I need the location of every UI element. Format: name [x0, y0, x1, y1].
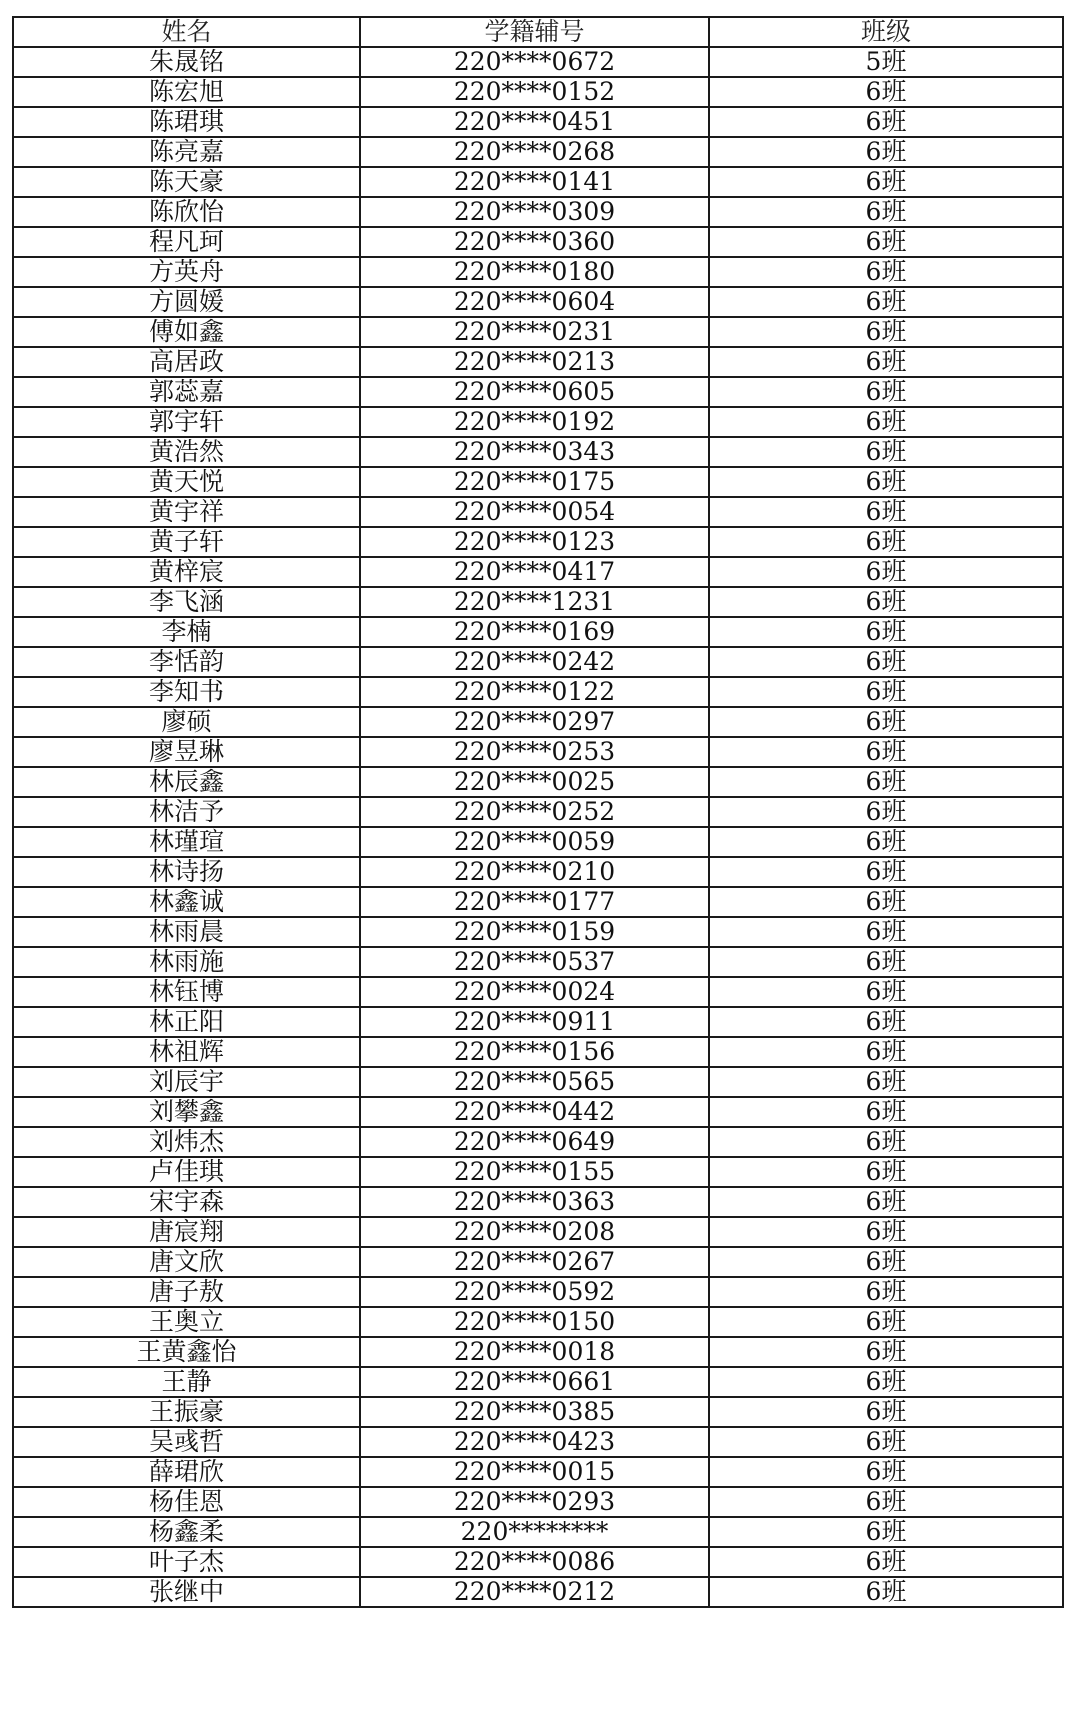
- cell-class: 6班: [709, 77, 1063, 107]
- cell-class: 6班: [709, 1067, 1063, 1097]
- table-row: [13, 497, 1063, 527]
- cell-name: 张继中: [13, 1577, 360, 1607]
- cell-class: 6班: [709, 1367, 1063, 1397]
- cell-class: 6班: [709, 497, 1063, 527]
- cell-student-id: 220****0417: [360, 557, 709, 587]
- cell-student-id: 220****0210: [360, 857, 709, 887]
- cell-name: 廖昱琳: [13, 737, 360, 767]
- table-row: [13, 407, 1063, 437]
- cell-name: 王黄鑫怡: [13, 1337, 360, 1367]
- table-row: [13, 527, 1063, 557]
- table-row: [13, 1007, 1063, 1037]
- cell-student-id: 220********: [360, 1517, 709, 1547]
- student-roster-sheet: [12, 16, 1062, 1608]
- cell-name: 陈珺琪: [13, 107, 360, 137]
- cell-student-id: 220****0423: [360, 1427, 709, 1457]
- cell-student-id: 220****0180: [360, 257, 709, 287]
- cell-name: 王振豪: [13, 1397, 360, 1427]
- cell-class: 6班: [709, 1127, 1063, 1157]
- table-row: [13, 1517, 1063, 1547]
- cell-name: 高居政: [13, 347, 360, 377]
- cell-student-id: 220****0059: [360, 827, 709, 857]
- cell-student-id: 220****0451: [360, 107, 709, 137]
- cell-student-id: 220****0150: [360, 1307, 709, 1337]
- column-header-class: 班级: [709, 17, 1063, 47]
- cell-student-id: 220****0309: [360, 197, 709, 227]
- cell-name: 刘炜杰: [13, 1127, 360, 1157]
- table-row: [13, 737, 1063, 767]
- cell-class: 6班: [709, 1307, 1063, 1337]
- cell-name: 杨佳恩: [13, 1487, 360, 1517]
- cell-class: 6班: [709, 1517, 1063, 1547]
- table-row: [13, 647, 1063, 677]
- table-row: [13, 1097, 1063, 1127]
- cell-class: 6班: [709, 827, 1063, 857]
- cell-name: 林钰博: [13, 977, 360, 1007]
- cell-class: 6班: [709, 857, 1063, 887]
- cell-class: 6班: [709, 1007, 1063, 1037]
- cell-class: 6班: [709, 347, 1063, 377]
- cell-name: 林洁予: [13, 797, 360, 827]
- table-row: [13, 1487, 1063, 1517]
- cell-name: 李恬韵: [13, 647, 360, 677]
- cell-name: 黄梓宸: [13, 557, 360, 587]
- cell-student-id: 220****0141: [360, 167, 709, 197]
- cell-student-id: 220****0177: [360, 887, 709, 917]
- table-row: [13, 1067, 1063, 1097]
- column-header-student-id: 学籍辅号: [360, 17, 709, 47]
- table-row: [13, 617, 1063, 647]
- cell-student-id: 220****0661: [360, 1367, 709, 1397]
- table-row: [13, 47, 1063, 77]
- table-row: [13, 1217, 1063, 1247]
- cell-name: 李飞涵: [13, 587, 360, 617]
- table-row: [13, 377, 1063, 407]
- cell-student-id: 220****0604: [360, 287, 709, 317]
- cell-class: 6班: [709, 617, 1063, 647]
- cell-name: 王奥立: [13, 1307, 360, 1337]
- cell-class: 6班: [709, 647, 1063, 677]
- cell-name: 林鑫诚: [13, 887, 360, 917]
- table-row: [13, 317, 1063, 347]
- header-row: [13, 17, 1063, 47]
- cell-name: 陈亮嘉: [13, 137, 360, 167]
- cell-student-id: 220****0442: [360, 1097, 709, 1127]
- table-row: [13, 797, 1063, 827]
- cell-class: 6班: [709, 1187, 1063, 1217]
- cell-name: 林诗扬: [13, 857, 360, 887]
- cell-class: 6班: [709, 377, 1063, 407]
- cell-class: 6班: [709, 407, 1063, 437]
- table-row: [13, 197, 1063, 227]
- cell-name: 李楠: [13, 617, 360, 647]
- cell-name: 吴彧哲: [13, 1427, 360, 1457]
- cell-class: 6班: [709, 107, 1063, 137]
- cell-name: 林正阳: [13, 1007, 360, 1037]
- table-row: [13, 1127, 1063, 1157]
- table-row: [13, 1037, 1063, 1067]
- cell-name: 黄宇祥: [13, 497, 360, 527]
- cell-name: 林雨施: [13, 947, 360, 977]
- cell-class: 6班: [709, 137, 1063, 167]
- cell-class: 6班: [709, 1457, 1063, 1487]
- cell-name: 陈宏旭: [13, 77, 360, 107]
- cell-name: 林辰鑫: [13, 767, 360, 797]
- cell-student-id: 220****1231: [360, 587, 709, 617]
- table-row: [13, 137, 1063, 167]
- cell-student-id: 220****0231: [360, 317, 709, 347]
- cell-name: 王静: [13, 1367, 360, 1397]
- cell-name: 林瑾瑄: [13, 827, 360, 857]
- cell-student-id: 220****0385: [360, 1397, 709, 1427]
- table-row: [13, 677, 1063, 707]
- column-header-name: 姓名: [13, 17, 360, 47]
- cell-name: 杨鑫柔: [13, 1517, 360, 1547]
- cell-class: 6班: [709, 1487, 1063, 1517]
- cell-name: 刘辰宇: [13, 1067, 360, 1097]
- cell-name: 林祖辉: [13, 1037, 360, 1067]
- cell-name: 廖硕: [13, 707, 360, 737]
- cell-class: 6班: [709, 767, 1063, 797]
- cell-name: 薛珺欣: [13, 1457, 360, 1487]
- cell-class: 6班: [709, 797, 1063, 827]
- cell-student-id: 220****0212: [360, 1577, 709, 1607]
- cell-student-id: 220****0267: [360, 1247, 709, 1277]
- cell-name: 唐子敖: [13, 1277, 360, 1307]
- cell-student-id: 220****0252: [360, 797, 709, 827]
- cell-student-id: 220****0123: [360, 527, 709, 557]
- cell-student-id: 220****0537: [360, 947, 709, 977]
- table-row: [13, 167, 1063, 197]
- cell-class: 6班: [709, 467, 1063, 497]
- cell-name: 郭蕊嘉: [13, 377, 360, 407]
- cell-name: 黄浩然: [13, 437, 360, 467]
- cell-student-id: 220****0086: [360, 1547, 709, 1577]
- table-row: [13, 347, 1063, 377]
- table-row: [13, 587, 1063, 617]
- cell-student-id: 220****0159: [360, 917, 709, 947]
- cell-class: 6班: [709, 1277, 1063, 1307]
- table-row: [13, 857, 1063, 887]
- cell-class: 5班: [709, 47, 1063, 77]
- cell-class: 6班: [709, 437, 1063, 467]
- cell-class: 6班: [709, 737, 1063, 767]
- cell-student-id: 220****0293: [360, 1487, 709, 1517]
- cell-name: 郭宇轩: [13, 407, 360, 437]
- cell-class: 6班: [709, 887, 1063, 917]
- cell-class: 6班: [709, 707, 1063, 737]
- table-row: [13, 707, 1063, 737]
- cell-student-id: 220****0169: [360, 617, 709, 647]
- cell-class: 6班: [709, 227, 1063, 257]
- cell-student-id: 220****0911: [360, 1007, 709, 1037]
- cell-student-id: 220****0024: [360, 977, 709, 1007]
- cell-student-id: 220****0122: [360, 677, 709, 707]
- cell-student-id: 220****0363: [360, 1187, 709, 1217]
- table-row: [13, 1277, 1063, 1307]
- cell-student-id: 220****0208: [360, 1217, 709, 1247]
- cell-name: 方英舟: [13, 257, 360, 287]
- table-row: [13, 1427, 1063, 1457]
- table-row: [13, 1337, 1063, 1367]
- cell-student-id: 220****0015: [360, 1457, 709, 1487]
- table-row: [13, 557, 1063, 587]
- table-row: [13, 467, 1063, 497]
- cell-class: 6班: [709, 1157, 1063, 1187]
- cell-student-id: 220****0054: [360, 497, 709, 527]
- cell-student-id: 220****0565: [360, 1067, 709, 1097]
- cell-class: 6班: [709, 1427, 1063, 1457]
- cell-name: 方圆媛: [13, 287, 360, 317]
- cell-class: 6班: [709, 917, 1063, 947]
- cell-class: 6班: [709, 1037, 1063, 1067]
- cell-student-id: 220****0672: [360, 47, 709, 77]
- table-row: [13, 1187, 1063, 1217]
- table-row: [13, 887, 1063, 917]
- cell-name: 傅如鑫: [13, 317, 360, 347]
- cell-class: 6班: [709, 1097, 1063, 1127]
- student-roster-table: [12, 16, 1064, 1608]
- table-row: [13, 107, 1063, 137]
- cell-class: 6班: [709, 197, 1063, 227]
- table-row: [13, 977, 1063, 1007]
- cell-class: 6班: [709, 557, 1063, 587]
- table-row: [13, 77, 1063, 107]
- table-row: [13, 917, 1063, 947]
- table-row: [13, 1307, 1063, 1337]
- table-row: [13, 1367, 1063, 1397]
- table-row: [13, 257, 1063, 287]
- table-row: [13, 437, 1063, 467]
- cell-class: 6班: [709, 317, 1063, 347]
- cell-class: 6班: [709, 1247, 1063, 1277]
- table-row: [13, 947, 1063, 977]
- cell-class: 6班: [709, 947, 1063, 977]
- cell-class: 6班: [709, 287, 1063, 317]
- cell-class: 6班: [709, 257, 1063, 287]
- table-row: [13, 287, 1063, 317]
- table-row: [13, 1157, 1063, 1187]
- cell-name: 程凡珂: [13, 227, 360, 257]
- cell-student-id: 220****0155: [360, 1157, 709, 1187]
- table-row: [13, 827, 1063, 857]
- cell-name: 黄天悦: [13, 467, 360, 497]
- cell-student-id: 220****0605: [360, 377, 709, 407]
- cell-class: 6班: [709, 977, 1063, 1007]
- cell-student-id: 220****0018: [360, 1337, 709, 1367]
- cell-class: 6班: [709, 1337, 1063, 1367]
- cell-name: 陈欣怡: [13, 197, 360, 227]
- cell-student-id: 220****0360: [360, 227, 709, 257]
- table-row: [13, 227, 1063, 257]
- cell-student-id: 220****0297: [360, 707, 709, 737]
- cell-name: 李知书: [13, 677, 360, 707]
- cell-student-id: 220****0343: [360, 437, 709, 467]
- table-row: [13, 1547, 1063, 1577]
- cell-student-id: 220****0268: [360, 137, 709, 167]
- cell-student-id: 220****0156: [360, 1037, 709, 1067]
- cell-class: 6班: [709, 587, 1063, 617]
- cell-class: 6班: [709, 1577, 1063, 1607]
- cell-name: 唐宸翔: [13, 1217, 360, 1247]
- cell-student-id: 220****0242: [360, 647, 709, 677]
- cell-class: 6班: [709, 167, 1063, 197]
- cell-student-id: 220****0175: [360, 467, 709, 497]
- table-row: [13, 1457, 1063, 1487]
- cell-student-id: 220****0253: [360, 737, 709, 767]
- cell-name: 朱晟铭: [13, 47, 360, 77]
- cell-class: 6班: [709, 1397, 1063, 1427]
- cell-name: 黄子轩: [13, 527, 360, 557]
- roster-body: [13, 47, 1063, 1607]
- table-row: [13, 1397, 1063, 1427]
- cell-name: 刘攀鑫: [13, 1097, 360, 1127]
- cell-name: 叶子杰: [13, 1547, 360, 1577]
- cell-student-id: 220****0649: [360, 1127, 709, 1157]
- cell-class: 6班: [709, 527, 1063, 557]
- cell-class: 6班: [709, 677, 1063, 707]
- cell-class: 6班: [709, 1547, 1063, 1577]
- table-row: [13, 1577, 1063, 1607]
- cell-name: 卢佳琪: [13, 1157, 360, 1187]
- cell-student-id: 220****0592: [360, 1277, 709, 1307]
- cell-student-id: 220****0192: [360, 407, 709, 437]
- cell-student-id: 220****0025: [360, 767, 709, 797]
- cell-student-id: 220****0152: [360, 77, 709, 107]
- cell-name: 唐文欣: [13, 1247, 360, 1277]
- table-row: [13, 1247, 1063, 1277]
- cell-name: 宋宇森: [13, 1187, 360, 1217]
- table-row: [13, 767, 1063, 797]
- cell-name: 林雨晨: [13, 917, 360, 947]
- cell-name: 陈天豪: [13, 167, 360, 197]
- cell-class: 6班: [709, 1217, 1063, 1247]
- cell-student-id: 220****0213: [360, 347, 709, 377]
